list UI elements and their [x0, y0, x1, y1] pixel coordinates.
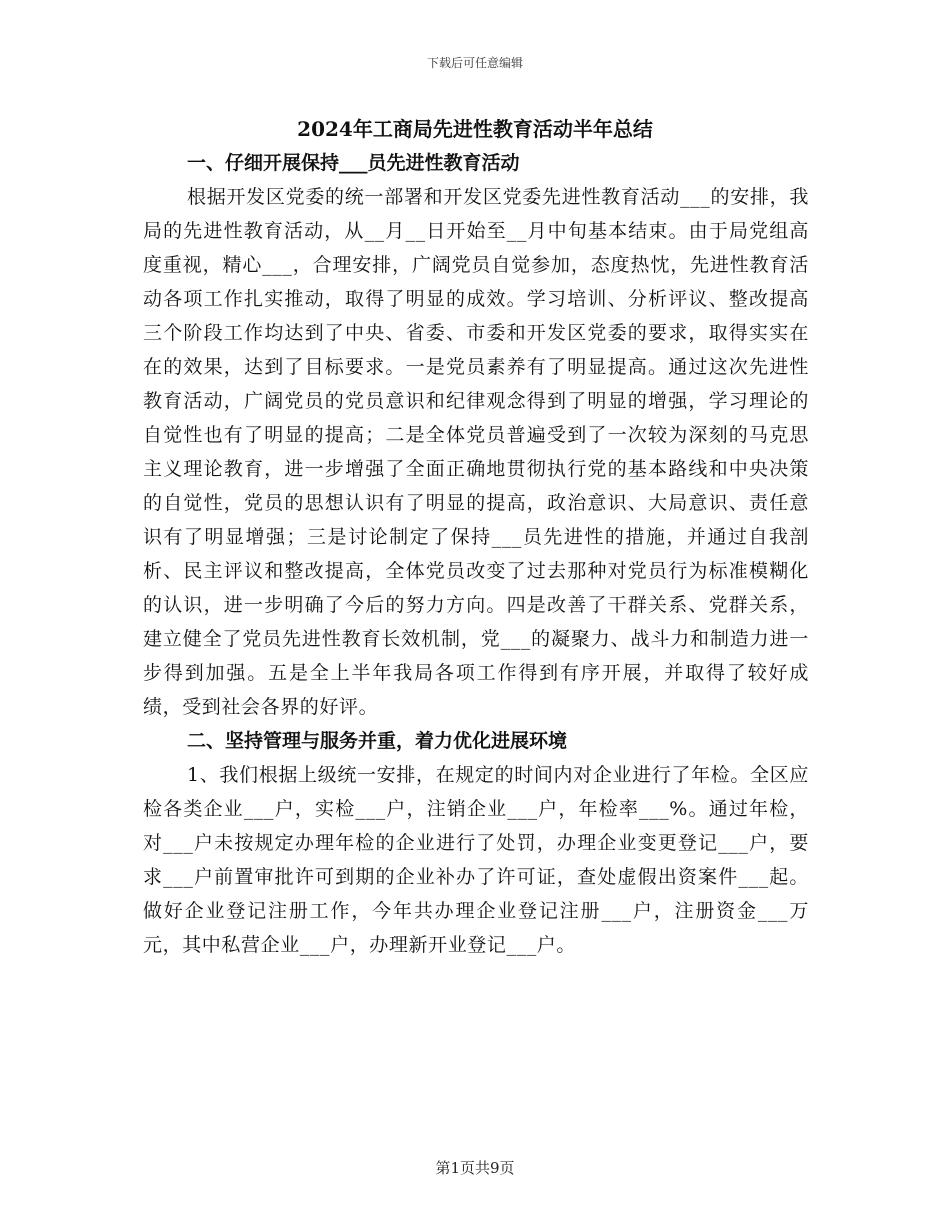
document-body — [143, 146, 809, 962]
header-note: 下载后可任意编辑 — [426, 56, 523, 70]
section-1-paragraph: 根据开发区党委的统一部署和开发区党委先进性教育活动___的安排，我局的先进性教育活动，从__月__日开始至__月中旬基本结束。由于局党组高度重视，精心___，合理安排，广阔党员自觉参加，态度热忱，先进性教育活动各项工作扎实推动，取得了明显的成效。学习培训、分析评议、整改提高三个阶段工作均达到了中央、省委、市委和开发区党委的要求，取得实实在在的效果，达到了目标要求。一是党员素养有了明显提高。通过这次先进性教育活动，广阔党员的党员意识和纪律观念得到了明显的增强，学习理论的自觉性也有了明显的提高；二是全体党员普遍受到了一次较为深刻的马克思主义理论教育，进一步增强了全面正确地贯彻执行党的基本路线和中央决策的自觉性，党员的思想认识有了明显的提高，政治意识、大局意识、责任意识有了明显增强；三是讨论制定了保持___员先进性的措施，并通过自我剖析、民主评议和整改提高，全体党员改变了过去那种对党员行为标准模糊化的认识，进一步明确了今后的努力方向。四是改善了干群关系、党群关系，建立健全了党员先进性教育长效机制，党___的凝聚力、战斗力和制造力进一步得到加强。五是全上半年我局各项工作得到有序开展，并取得了较好成绩，受到社会各界的好评。 — [143, 186, 809, 718]
section-2-paragraph: 1、我们根据上级统一安排，在规定的时间内对企业进行了年检。全区应检各类企业___户，实检___户，注销企业___户，年检率___%。通过年检，对___户未按规定办理年检的企业进行了处罚，办理企业变更登记___户，要求___户前置审批许可到期的企业补办了许可证，查处虚假出资案件___起。做好企业登记注册工作，今年共办理企业登记注册___户，注册资金___万元，其中私营企业___户，办理新开业登记___户。 — [143, 764, 809, 956]
section-heading-2: 二、坚持管理与服务并重，着力优化进展环境 — [187, 730, 568, 752]
section-heading-1: 一、仔细开展保持___员先进性教育活动 — [187, 152, 520, 174]
document-title: 2024年工商局先进性教育活动半年总结 — [297, 117, 653, 141]
page-footer: 第1页共9页 — [435, 1159, 515, 1177]
